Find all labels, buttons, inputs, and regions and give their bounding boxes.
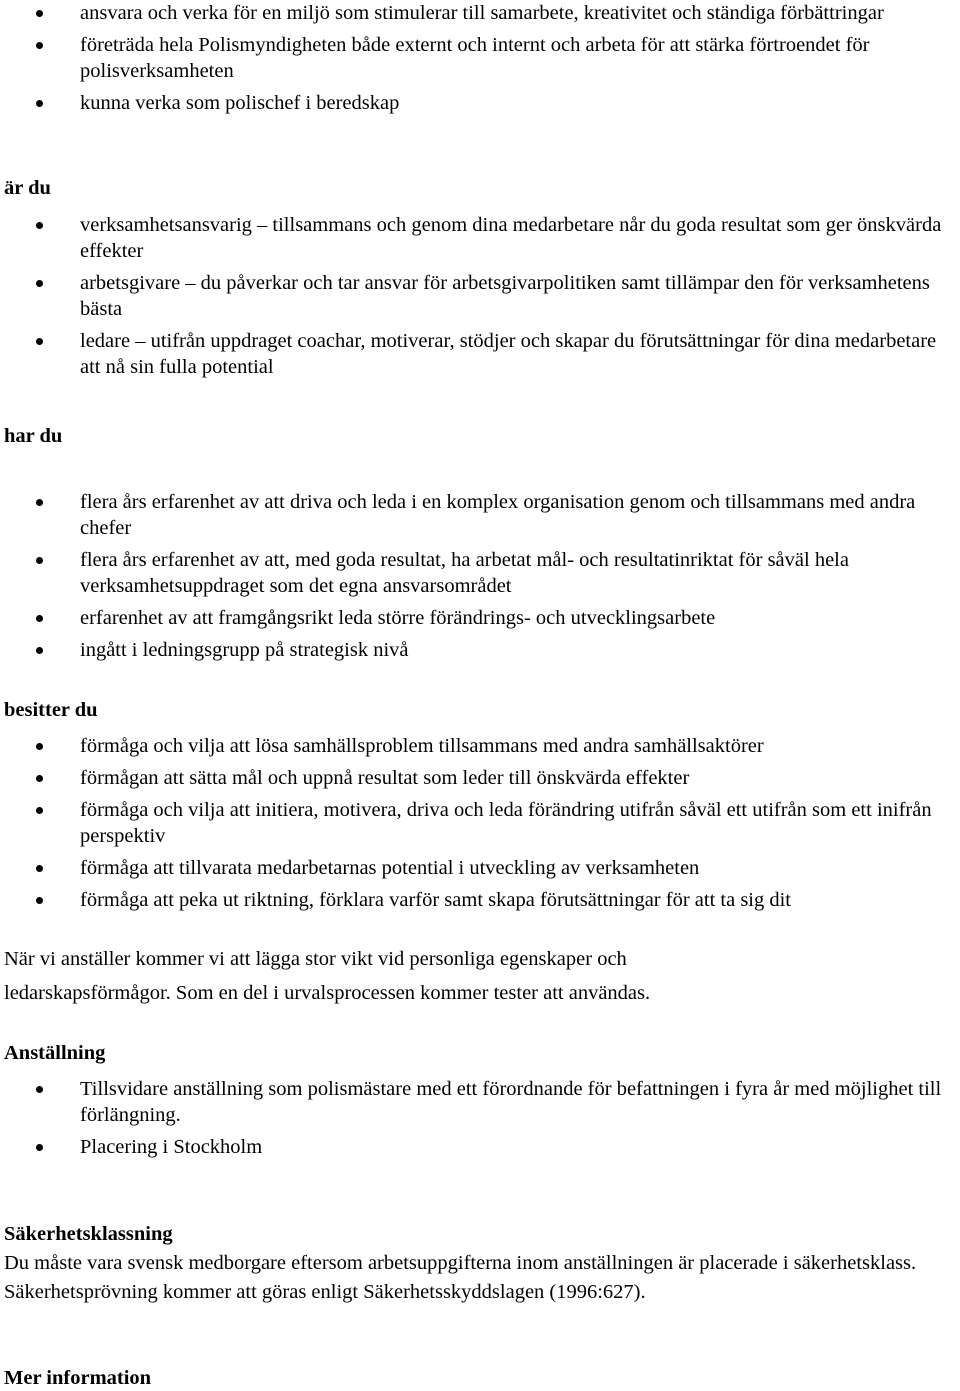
bullet-icon: [36, 615, 43, 622]
bullet-icon: [36, 1144, 43, 1151]
section-heading-ar-du: är du: [4, 177, 51, 199]
list-item: företräda hela Polismyndigheten både externt och internt och arbeta för att stärka förtroendet för polisverksamheten: [0, 32, 958, 84]
sakerhetsklassning-text: Du måste vara svensk medborgare eftersom arbetsuppgifterna inom anställningen är placerade i säkerhetsklass. Säkerhetsprövning kommer att göras enligt Säkerhetsskyddslagen (1996:627).: [4, 1252, 917, 1303]
bullet-icon: [36, 807, 43, 814]
ar-du-list: [0, 212, 958, 386]
section-heading-besitter-du: besitter du: [4, 699, 98, 721]
list-item: förmåga och vilja att lösa samhällsproblem tillsammans med andra samhällsaktörer: [0, 733, 958, 759]
bullet-icon: [36, 557, 43, 564]
list-item: Tillsvidare anställning som polismästare med ett förordnande för befattningen i fyra år med möjlighet till förlängning.: [0, 1076, 958, 1128]
list-item: ledare – utifrån uppdraget coachar, motiverar, stödjer och skapar du förutsättningar för dina medarbetare att nå sin fulla potential: [0, 328, 958, 380]
bullet-icon: [36, 1086, 43, 1093]
har-du-list: [0, 489, 958, 669]
list-item: Placering i Stockholm: [0, 1134, 958, 1160]
section-heading-anstallning: Anställning: [4, 1042, 106, 1064]
bullet-icon: [36, 647, 43, 654]
bullet-icon: [36, 10, 43, 17]
list-item: verksamhetsansvarig – tillsammans och genom dina medarbetare når du goda resultat som ger önskvärda effekter: [0, 212, 958, 264]
list-item: flera års erfarenhet av att driva och leda i en komplex organisation genom och tillsammans med andra chefer: [0, 489, 958, 541]
bullet-icon: [36, 775, 43, 782]
bullet-icon: [36, 280, 43, 287]
recruitment-paragraph: [4, 942, 958, 1010]
recruitment-line-2: ledarskapsförmågor. Som en del i urvalsprocessen kommer tester att användas.: [4, 982, 651, 1004]
bullet-icon: [36, 100, 43, 107]
bullet-icon: [36, 897, 43, 904]
section-heading-sakerhetsklassning: Säkerhetsklassning: [4, 1223, 173, 1245]
list-item: flera års erfarenhet av att, med goda resultat, ha arbetat mål- och resultatinriktat för såväl hela verksamhetsuppdraget som det egna ansvarsområdet: [0, 547, 958, 599]
bullet-icon: [36, 338, 43, 345]
anstallning-list: [0, 1076, 958, 1166]
bullet-icon: [36, 865, 43, 872]
list-item: förmågan att sätta mål och uppnå resultat som leder till önskvärda effekter: [0, 765, 958, 791]
bullet-icon: [36, 222, 43, 229]
bullet-icon: [36, 42, 43, 49]
besitter-du-list: [0, 733, 958, 919]
bullet-icon: [36, 743, 43, 750]
list-item: förmåga och vilja att initiera, motivera, driva och leda förändring utifrån såväl ett utifrån som ett inifrån perspektiv: [0, 797, 958, 849]
list-item: kunna verka som polischef i beredskap: [0, 90, 958, 116]
list-item: förmåga att tillvarata medarbetarnas potential i utveckling av verksamheten: [0, 855, 958, 881]
recruitment-line-1: När vi anställer kommer vi att lägga stor vikt vid personliga egenskaper och: [4, 948, 627, 970]
intro-list: [0, 0, 958, 122]
section-heading-mer-information: Mer information: [4, 1367, 152, 1389]
section-heading-har-du: har du: [4, 425, 63, 447]
list-item: ansvara och verka för en miljö som stimulerar till samarbete, kreativitet och ständiga förbättringar: [0, 0, 958, 26]
list-item: ingått i ledningsgrupp på strategisk nivå: [0, 637, 958, 663]
bullet-icon: [36, 499, 43, 506]
list-item: erfarenhet av att framgångsrikt leda större förändrings- och utvecklingsarbete: [0, 605, 958, 631]
list-item: förmåga att peka ut riktning, förklara varför samt skapa förutsättningar för att ta sig dit: [0, 887, 958, 913]
list-item: arbetsgivare – du påverkar och tar ansvar för arbetsgivarpolitiken samt tillämpar den för verksamhetens bästa: [0, 270, 958, 322]
